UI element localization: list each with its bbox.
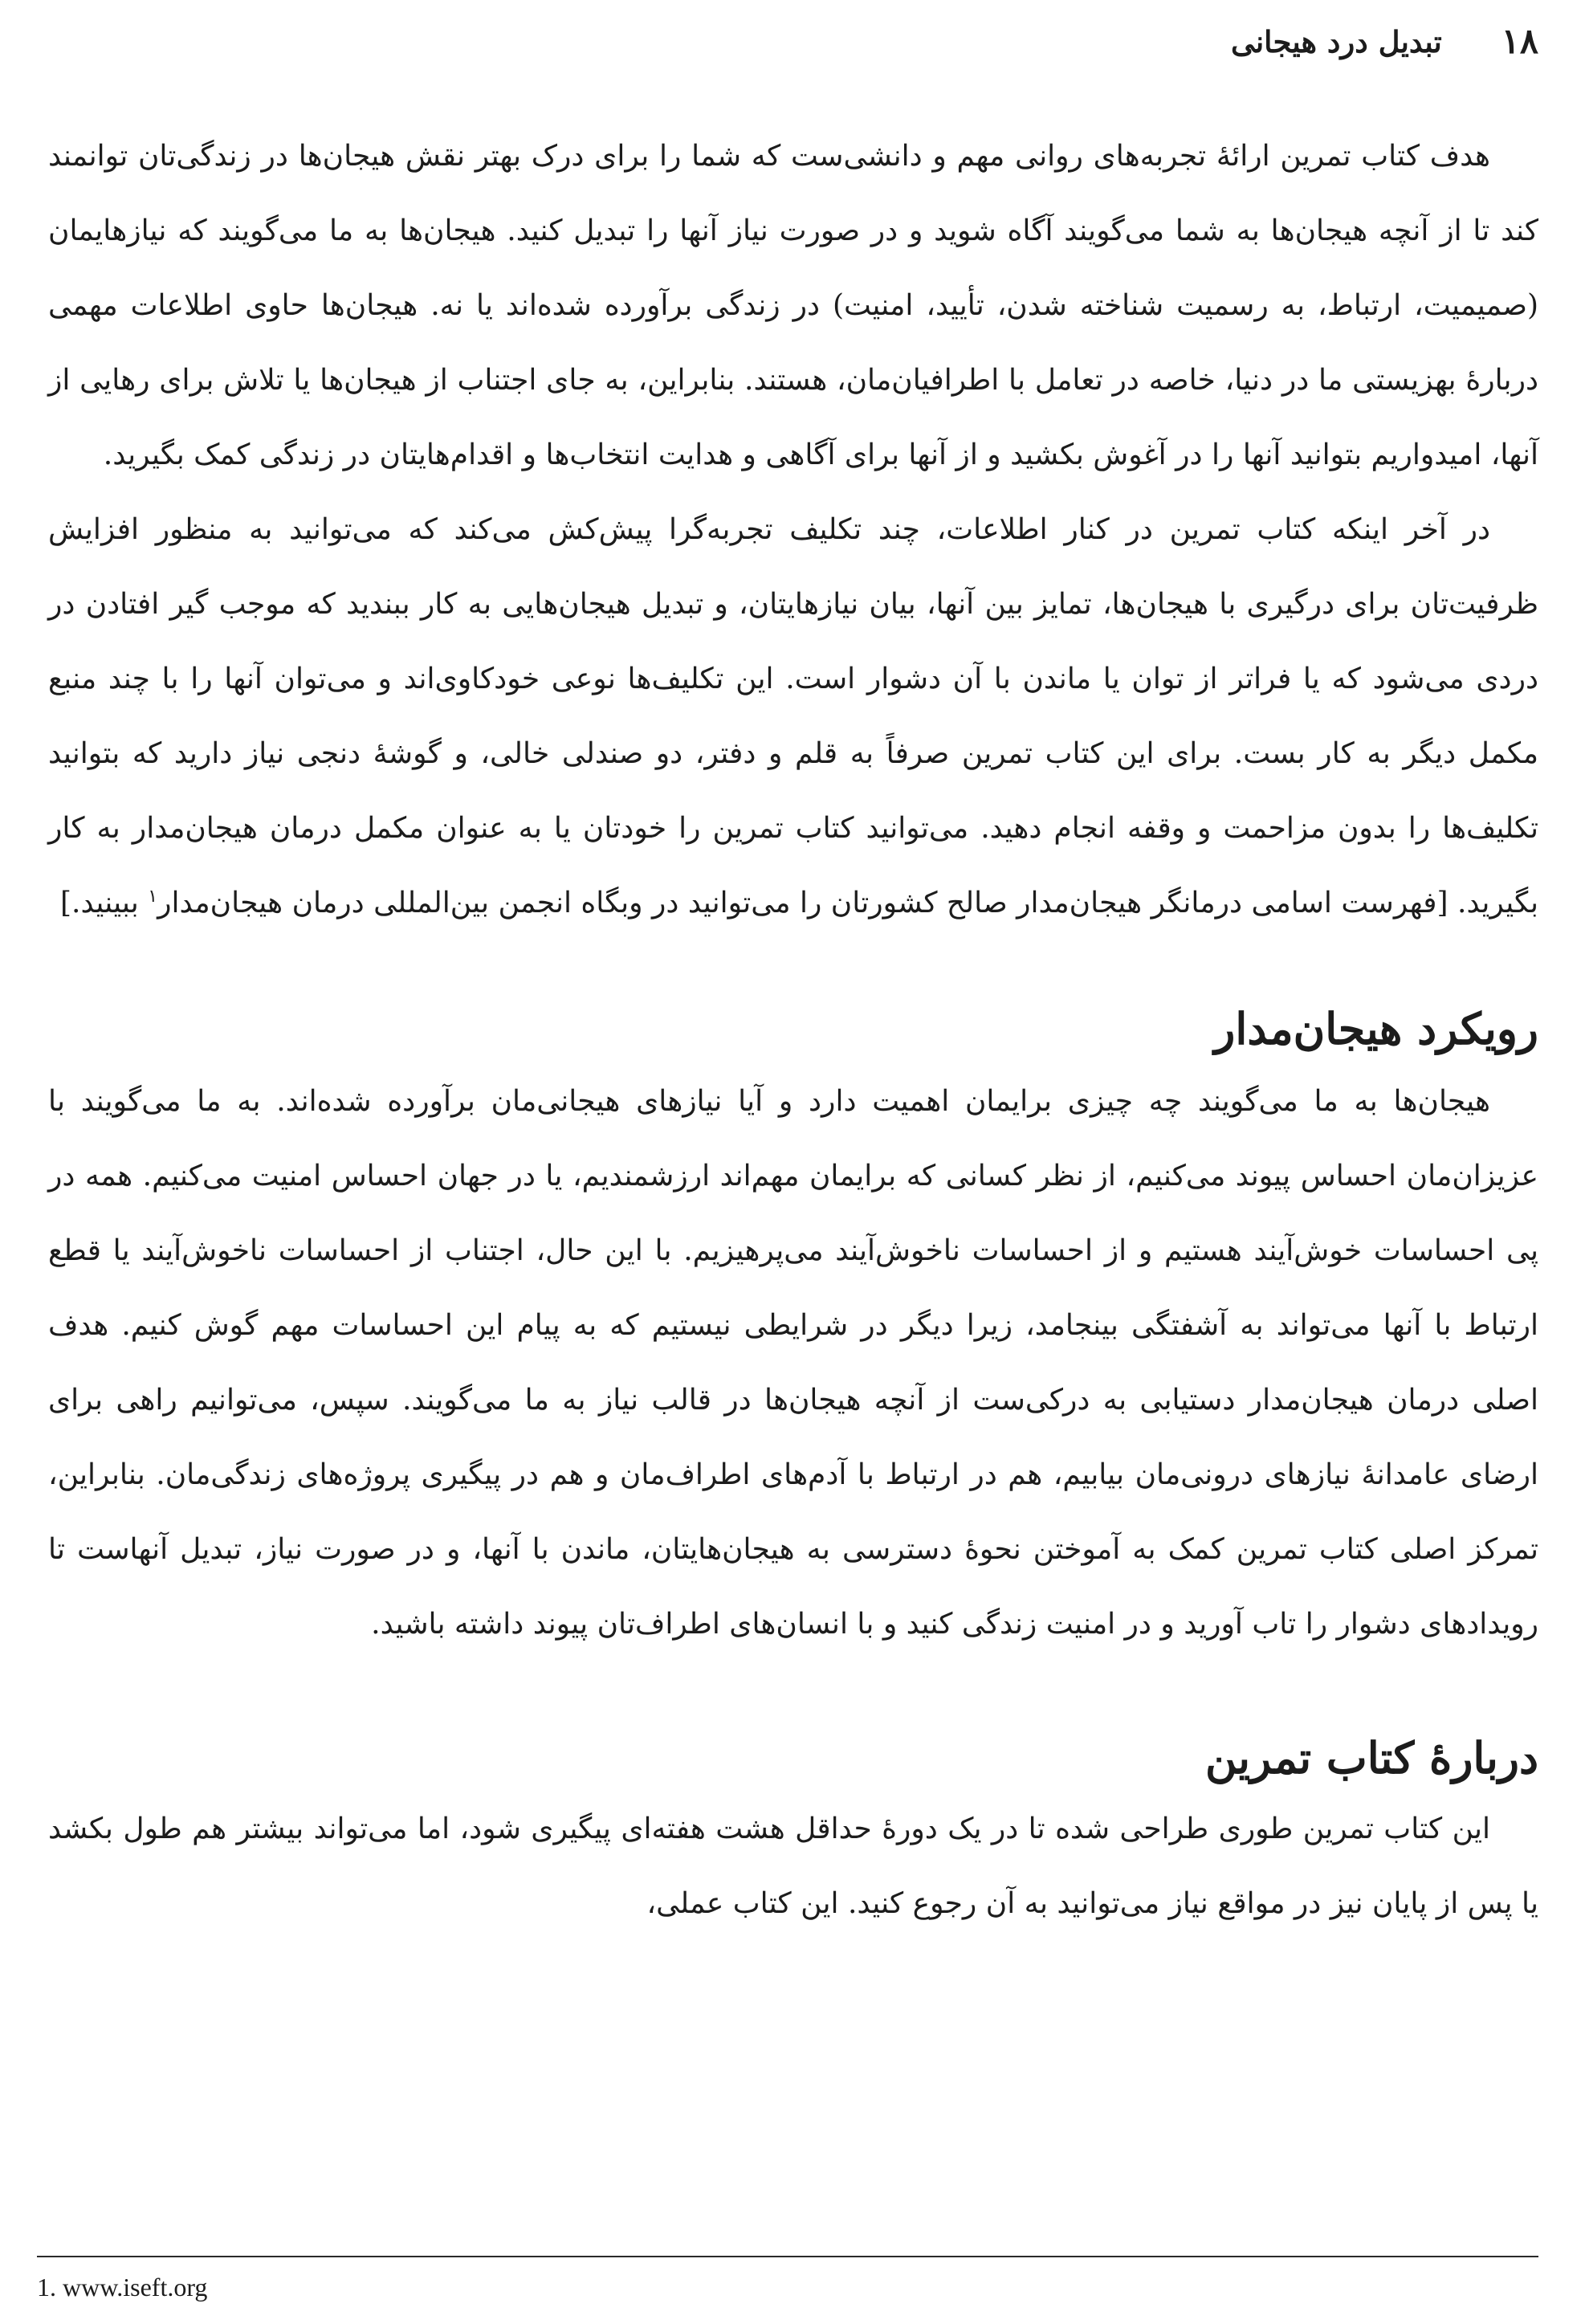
paragraph-intro-goal: [48, 119, 1538, 492]
section-heading-approach: رویکرد هیجان‌مدار: [1214, 1003, 1538, 1054]
footnote-divider: [37, 2256, 1538, 2257]
paragraph-text: هیجان‌ها به ما می‌گویند چه چیزی برایمان اهمیت دارد و آیا نیازهای هیجانی‌مان برآورده شده‌اند. به ما می‌گویند با عزیزان‌مان احساس پیوند می‌کنیم، از نظر کسانی که برایمان مهم‌اند ارزشمندیم، یا در جهان احساس امنیت می‌کنیم. همه در پی احساسات خوش‌آیند هستیم و از احساسات ناخوش‌آیند می‌پرهیزیم. با این حال، اجتناب از احساسات ناخوش‌آیند یا قطع ارتباط با آنها می‌تواند به آشفتگی بینجامد، زیرا دیگر در شرایطی نیستیم که به پیام این احساسات مهم گوش کنیم. هدف اصلی درمان هیجان‌مدار دستیابی به درکی‌ست از آنچه هیجان‌ها در قالب نیاز به ما می‌گویند. سپس، می‌توانیم راهی برای ارضای عامدانۀ نیازهای درونی‌مان بیابیم، هم در ارتباط با آدم‌های اطراف‌مان و هم در پیگیری پروژه‌های زندگی‌مان. بنابراین، تمرکز اصلی کتاب تمرین کمک به آموختن نحوۀ دسترسی به هیجان‌هایتان، ماندن با آنها، و در صورت نیاز، تبدیل آنهاست تا رویدادهای دشوار را تاب آورید و در امنیت زندگی کنید و با انسان‌های اطراف‌تان پیوند داشته باشید.: [48, 1085, 1538, 1641]
paragraph-text: این کتاب تمرین طوری طراحی شده تا در یک دورۀ حداقل هشت هفته‌ای پیگیری شود، اما می‌تواند بیشتر هم طول بکشد یا پس از پایان نیز در مواقع نیاز می‌توانید به آن رجوع کنید. این کتاب عملی،: [48, 1812, 1538, 1920]
paragraph-tail: ببینید.]: [59, 887, 139, 919]
paragraph-text: در آخر اینکه کتاب تمرین در کنار اطلاعات، چند تکلیف تجربه‌گرا پیش‌کش می‌کند که می‌توانید به منظور افزایش ظرفیت‌تان برای درگیری با هیجان‌ها، تمایز بین آنها، بیان نیازهایتان، و تبدیل هیجان‌هایی به کار ببندید که موجب گیر افتادن در دردی می‌شود که یا فراتر از توان یا ماندن با آن دشوار است. این تکلیف‌ها نوعی خودکاوی‌اند و می‌توان آنها را با چند منبع مکمل دیگر به کار بست. برای این کتاب تمرین صرفاً به قلم و دفتر، دو صندلی خالی، و گوشۀ دنجی نیاز دارید که بتوانید تکلیف‌ها را بدون مزاحمت و وقفه انجام دهید. می‌توانید کتاب تمرین را خودتان یا به عنوان مکمل درمان هیجان‌مدار به کار بگیرید. [فهرست اسامی درمانگر هیجان‌مدار صالح کشورتان را می‌توانید در وبگاه انجمن بین‌المللی درمان هیجان‌مدار: [48, 513, 1539, 919]
paragraph-text: هدف کتاب تمرین ارائۀ تجربه‌های روانی مهم و دانشی‌ست که شما را برای درک بهتر نقش هیجان‌ها در زندگی‌تان توانمند کند تا از آنچه هیجان‌ها به شما می‌گویند آگاه شوید و در صورت نیاز آنها را تبدیل کنید. هیجان‌ها به ما می‌گویند که نیازهایمان (صمیمیت، ارتباط، به رسمیت شناخته شدن، تأیید، امنیت) در زندگی برآورده شده‌اند یا نه. هیجان‌ها حاوی اطلاعات مهمی دربارۀ بهزیستی ما در دنیا، خاصه در تعامل با اطرافیان‌مان، هستند. بنابراین، به جای اجتناب از هیجان‌ها یا تلاش برای رهایی از آنها، امیدواریم بتوانید آنها را در آغوش بکشید و از آنها برای آگاهی و هدایت انتخاب‌ها و اقدام‌هایتان در زندگی کمک بگیرید.: [48, 140, 1538, 471]
footnote: 1. www.iseft.org: [37, 2273, 208, 2302]
footnote-reference: ۱: [148, 887, 158, 907]
page-number: ۱۸: [1501, 22, 1538, 62]
paragraph-approach: [48, 1064, 1538, 1661]
paragraph-experiential-tasks: [48, 492, 1538, 940]
running-head: [48, 11, 1538, 72]
paragraph-about-workbook: [48, 1792, 1538, 1941]
running-title: تبدیل درد هیجانی: [1231, 24, 1442, 59]
body-text: [48, 119, 1538, 1941]
section-heading-about-workbook: دربارۀ کتاب تمرین: [1204, 1732, 1538, 1784]
